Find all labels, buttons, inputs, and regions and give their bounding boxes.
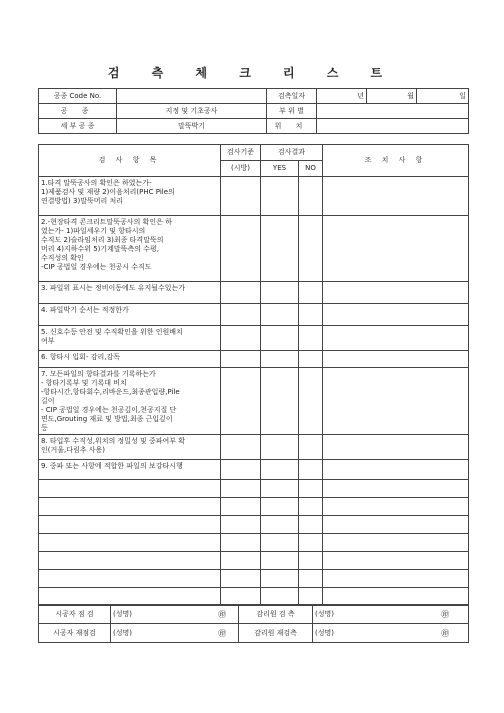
signature-table: [38, 604, 469, 643]
no-header: NO: [299, 161, 323, 177]
item-text: 5. 신호수등 안전 및 수직확인을 위한 인원배치 여부: [39, 326, 221, 351]
table-row: [39, 480, 469, 498]
item-text: 7. 모든파일의 항타결과를 기록하는가 - 항타기록부 및 기록대 비치 -항타시간,항타회수,리바운드,최종관입량,Pile 길이 - CIP 공법일 경우에는 천공깊이,천공지질 단 면도,Grouting 재료 및 방법,최종 근입깊이 등: [39, 368, 221, 435]
standard-cell[interactable]: [221, 498, 261, 516]
action-cell[interactable]: [323, 534, 469, 552]
standard-cell[interactable]: [221, 480, 261, 498]
yes-cell[interactable]: [261, 516, 299, 534]
no-cell[interactable]: [299, 534, 323, 552]
item-text: 8. 타입후 수직성,위치의 정밀성 및 중파여부 확 인(거울,다림추 사용): [39, 435, 221, 460]
no-cell[interactable]: [299, 326, 323, 351]
seal-icon: ㊞: [423, 624, 469, 643]
action-cell[interactable]: [323, 304, 469, 326]
no-cell[interactable]: [299, 588, 323, 606]
yes-cell[interactable]: [261, 552, 299, 570]
item-text: 2.-현장타격 콘크리트말뚝공사의 확인은 하 였는가- 1)파일세우기 및 항타시의 수직도 2)슬라임처리 3)최종 타격말뚝의 머리 4)지하수위 5)기계말뚝측의 수평, 수직성의 확인 -CIP 공법일 경우에는 천공시 수직도: [39, 216, 221, 282]
table-row: [39, 368, 469, 435]
standard-cell[interactable]: [221, 351, 261, 368]
work-type-label: 공 종: [39, 104, 117, 119]
project-code-label: 공종 Code No.: [39, 89, 117, 104]
yes-cell[interactable]: [261, 498, 299, 516]
standard-cell[interactable]: [221, 516, 261, 534]
item-text: 9. 중파 또는 사항에 적합한 파일의 보강타시행: [39, 460, 221, 480]
date-month[interactable]: 월: [367, 89, 417, 104]
action-cell[interactable]: [323, 326, 469, 351]
sub-work-label: 세 부 공 종: [39, 119, 117, 134]
empty-item-cell[interactable]: [39, 516, 221, 534]
items-header: 검 사 항 목: [39, 145, 221, 177]
project-code-value[interactable]: [117, 89, 267, 104]
action-cell[interactable]: [323, 282, 469, 304]
standard-cell[interactable]: [221, 282, 261, 304]
inspection-date-label: 검측일자: [267, 89, 317, 104]
yes-header: YES: [261, 161, 299, 177]
no-cell[interactable]: [299, 498, 323, 516]
yes-cell[interactable]: [261, 368, 299, 435]
yes-cell[interactable]: [261, 351, 299, 368]
no-cell[interactable]: [299, 570, 323, 588]
work-type-value: 지정 및 기초공사: [117, 104, 267, 119]
supervisor-check-label: 감리원 검 측: [239, 605, 313, 624]
yes-cell[interactable]: [261, 177, 299, 216]
yes-cell[interactable]: [261, 304, 299, 326]
no-cell[interactable]: [299, 282, 323, 304]
contractor-recheck-label: 시공자 재점검: [39, 624, 111, 643]
empty-item-cell[interactable]: [39, 570, 221, 588]
standard-cell[interactable]: [221, 570, 261, 588]
empty-item-cell[interactable]: [39, 552, 221, 570]
yes-cell[interactable]: [261, 480, 299, 498]
standard-cell[interactable]: [221, 435, 261, 460]
standard-cell[interactable]: [221, 552, 261, 570]
table-row: [39, 435, 469, 460]
table-row: [39, 177, 469, 216]
action-cell[interactable]: [323, 177, 469, 216]
table-row: [39, 351, 469, 368]
action-cell[interactable]: [323, 351, 469, 368]
supervisor-check-name[interactable]: (성명): [313, 605, 423, 624]
supervisor-recheck-label: 감리원 재검측: [239, 624, 313, 643]
standard-cell[interactable]: [221, 588, 261, 606]
standard-cell[interactable]: [221, 177, 261, 216]
contractor-check-name[interactable]: (성명): [111, 605, 207, 624]
contractor-check-label: 시공자 점 검: [39, 605, 111, 624]
table-row: [39, 304, 469, 326]
yes-cell[interactable]: [261, 534, 299, 552]
no-cell[interactable]: [299, 351, 323, 368]
action-cell[interactable]: [323, 570, 469, 588]
table-row: [39, 516, 469, 534]
part-value[interactable]: [317, 104, 469, 119]
seal-icon: ㊞: [207, 624, 239, 643]
no-cell[interactable]: [299, 368, 323, 435]
yes-cell[interactable]: [261, 570, 299, 588]
no-cell[interactable]: [299, 304, 323, 326]
table-row: [39, 326, 469, 351]
item-text: 4. 파일박기 순서는 적정한가: [39, 304, 221, 326]
result-header: 검사결과: [261, 145, 323, 161]
standard-cell[interactable]: [221, 460, 261, 480]
contractor-recheck-name[interactable]: (성명): [111, 624, 207, 643]
standard-cell[interactable]: [221, 534, 261, 552]
action-cell[interactable]: [323, 460, 469, 480]
table-row: [39, 216, 469, 282]
standard-cell[interactable]: [221, 368, 261, 435]
table-row: [39, 570, 469, 588]
action-cell[interactable]: [323, 480, 469, 498]
supervisor-recheck-name[interactable]: (성명): [313, 624, 423, 643]
empty-item-cell[interactable]: [39, 480, 221, 498]
table-row: [39, 282, 469, 304]
no-cell[interactable]: [299, 216, 323, 282]
seal-icon: ㊞: [207, 605, 239, 624]
location-value[interactable]: [317, 119, 469, 134]
yes-cell[interactable]: [261, 282, 299, 304]
action-cell[interactable]: [323, 516, 469, 534]
standard-header: 검사기준: [221, 145, 261, 161]
no-cell[interactable]: [299, 177, 323, 216]
standard-cell[interactable]: [221, 304, 261, 326]
action-cell[interactable]: [323, 498, 469, 516]
empty-item-cell[interactable]: [39, 498, 221, 516]
location-label: 위 치: [267, 119, 317, 134]
action-cell[interactable]: [323, 588, 469, 606]
empty-item-cell[interactable]: [39, 534, 221, 552]
table-row: [39, 460, 469, 480]
standard-cell[interactable]: [221, 216, 261, 282]
standard-cell[interactable]: [221, 326, 261, 351]
sub-work-value: 말뚝박기: [117, 119, 267, 134]
yes-cell[interactable]: [261, 588, 299, 606]
no-cell[interactable]: [299, 516, 323, 534]
action-header: 조 치 사 항: [323, 145, 469, 177]
no-cell[interactable]: [299, 552, 323, 570]
table-row: [39, 588, 469, 606]
yes-cell[interactable]: [261, 435, 299, 460]
date-day[interactable]: 일: [417, 89, 469, 104]
no-cell[interactable]: [299, 480, 323, 498]
item-text: 6. 항타시 입회- 감리,감독: [39, 351, 221, 368]
inspection-table: [38, 144, 469, 606]
header-table: [38, 88, 469, 134]
yes-cell[interactable]: [261, 326, 299, 351]
empty-item-cell[interactable]: [39, 588, 221, 606]
table-row: [39, 534, 469, 552]
standard-sub-header: (시방): [221, 161, 261, 177]
part-label: 부 위 별: [267, 104, 317, 119]
page-title: 검 측 체 크 리 스 트: [107, 66, 397, 80]
item-text: 3. 파일위 표시는 정비이동에도 유지될수있는가: [39, 282, 221, 304]
yes-cell[interactable]: [261, 216, 299, 282]
action-cell[interactable]: [323, 216, 469, 282]
item-text: 1.타격 말뚝공사의 확인은 하였는가- 1)제품검사 및 재량 2)이음처리(PHC Pile의 연결방법) 3)말뚝머리 처리: [39, 177, 221, 216]
action-cell[interactable]: [323, 368, 469, 435]
table-row: [39, 552, 469, 570]
no-cell[interactable]: [299, 435, 323, 460]
seal-icon: ㊞: [423, 605, 469, 624]
date-year[interactable]: 년: [317, 89, 367, 104]
table-row: [39, 498, 469, 516]
action-cell[interactable]: [323, 435, 469, 460]
action-cell[interactable]: [323, 552, 469, 570]
no-cell[interactable]: [299, 460, 323, 480]
yes-cell[interactable]: [261, 460, 299, 480]
